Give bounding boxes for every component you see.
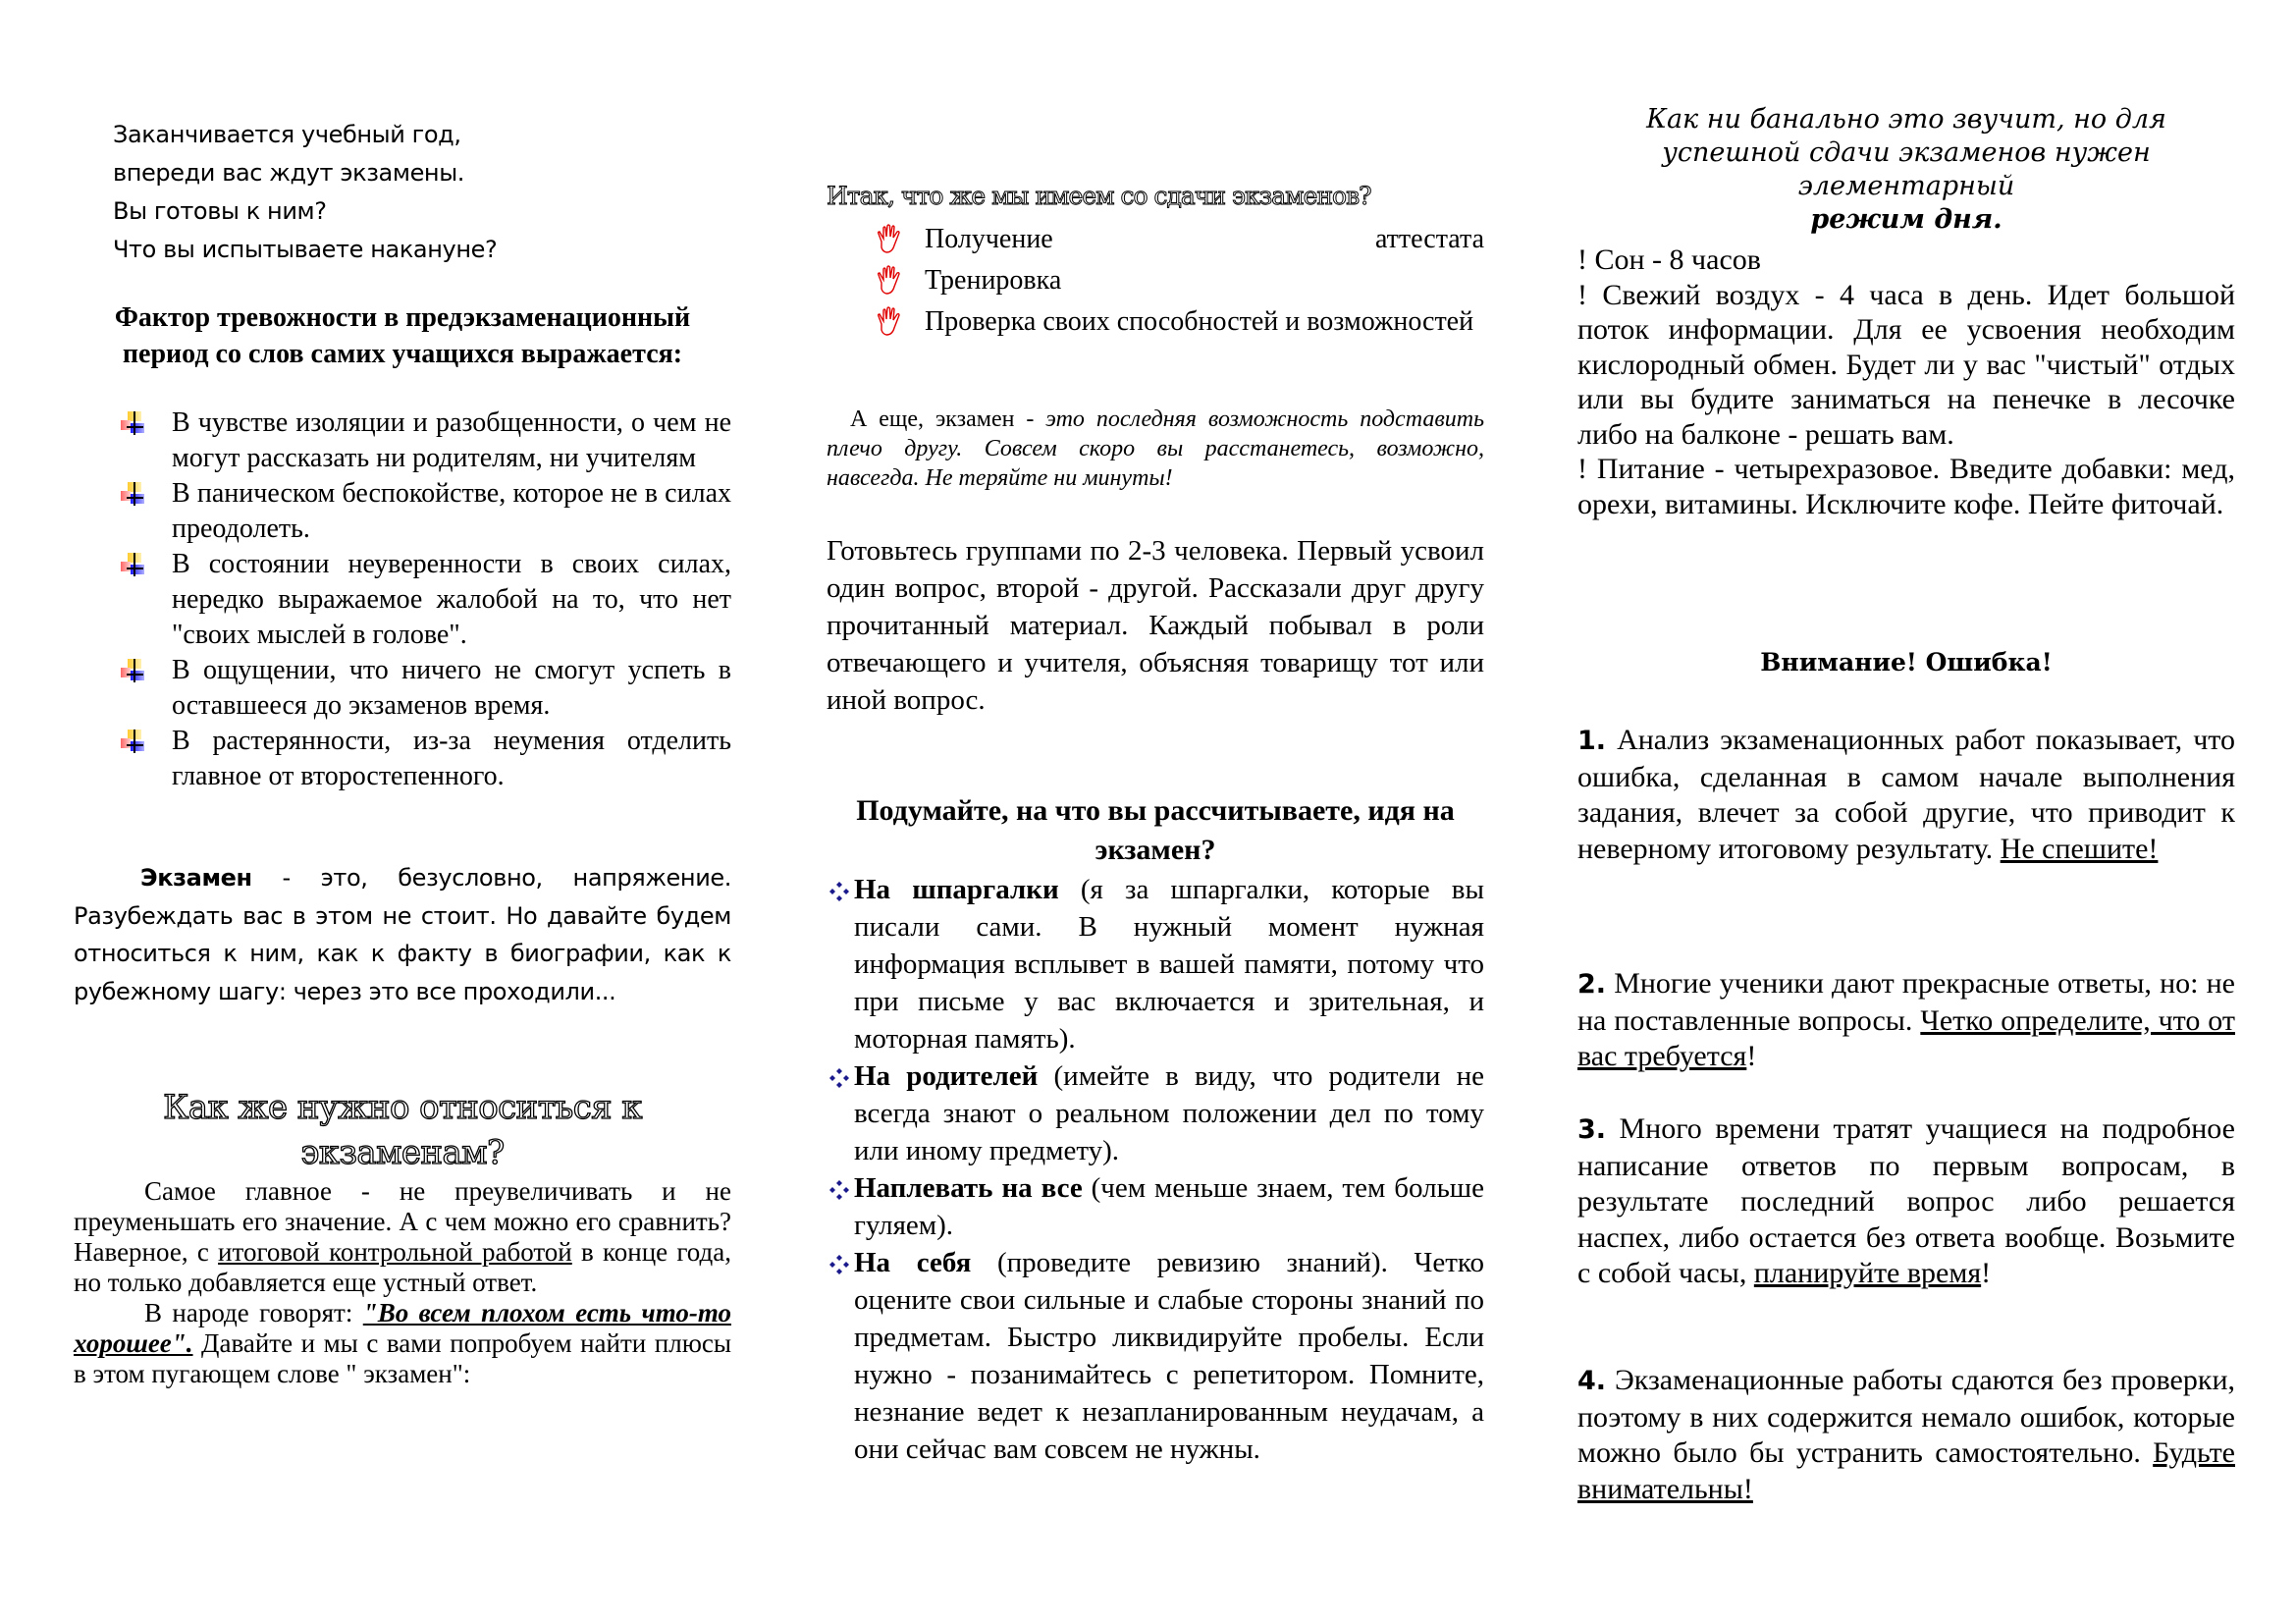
daily-routine-heading — [1577, 103, 2235, 237]
list-item-text: Проверка своих способностей и возможностей — [925, 306, 1474, 337]
list-item-text: В состоянии неуверенности в своих силах, нередко выражаемое жалобой на то, что нет "своих мыслей в голове". — [172, 549, 731, 650]
group-study-paragraph: Готовьтесь группами по 2-3 человека. Первый усвоил один вопрос, второй - другой. Рассказали друг другу прочитанный материал. Каждый побывал в роли отвечающего и учителя, объясняя товарищу тот или иной вопрос. — [827, 535, 1484, 716]
mistake-advice: Будьте внимательны! — [1577, 1436, 2235, 1505]
text: ! — [1746, 1040, 1757, 1072]
list-item-text: В паническом беспокойстве, которое не в силах преодолеть. — [172, 478, 731, 544]
mistake-advice: Четко определите, что от вас требуется — [1577, 1003, 2235, 1072]
item-text: (чем меньше знаем, тем больше гуляем). — [854, 1172, 1485, 1241]
list-item — [121, 547, 731, 653]
heading-line: элементарный — [1797, 171, 2015, 201]
paragraph — [74, 1298, 731, 1389]
item-bold-label: На шпаргалки — [854, 874, 1059, 905]
plus-bullet-icon — [121, 730, 144, 753]
list-item-text: В ощущении, что ничего не смогут успеть в оставшееся до экзаменов время. — [172, 655, 731, 721]
friend-paragraph — [827, 405, 1484, 493]
routine-item: ! Сон - 8 часов — [1577, 244, 1761, 276]
mistake-item — [1577, 723, 2235, 867]
diamond-bullet-icon — [828, 1067, 850, 1089]
routine-item: ! Свежий воздух - 4 часа в день. Идет большой поток информации. Для ее усвоения необходим кислородный обмен. Будет ли у вас "чистый" отдых или вы будите заниматься на пенечке в лесочке либо на балконе - решать вам. — [1577, 278, 2235, 451]
list-item — [876, 304, 1484, 340]
mistake-number: 3. — [1577, 1114, 1607, 1145]
intro-text — [113, 116, 497, 269]
how-to-treat-exams-heading: Как же нужно относиться к экзаменам? — [163, 1088, 642, 1172]
item-bold-label: На себя — [854, 1247, 972, 1278]
list-item-text: В чувстве изоляции и разобщенности, о чем не могут рассказать ни родителям, ни учителям — [172, 407, 731, 473]
exam-bold-word: Экзамен — [140, 864, 252, 892]
benefits-heading: Итак, что же мы имеем со сдачи экзаменов? — [827, 182, 1371, 210]
item-text: (проведите ревизию знаний). Четко оцените свои сильные и слабые стороны знаний по предметам. Быстро ликвидируйте пробелы. Если нужно - позанимайтесь с репетитором. Помните, незнание ведет к незапланированным неудачам, а они сейчас вам совсем не нужны. — [854, 1247, 1485, 1465]
list-item — [121, 653, 731, 724]
intro-line: Что вы испытываете накануне? — [113, 236, 498, 263]
list-item — [121, 724, 731, 794]
list-item — [827, 1057, 1484, 1169]
mistake-item — [1577, 1363, 2235, 1507]
daily-routine-list — [1577, 243, 2235, 521]
text: Давайте и мы с вами попробуем найти плюсы в этом пугающем слове " экзамен": — [74, 1328, 731, 1388]
diamond-bullet-icon — [828, 1179, 850, 1201]
item-bold-label: Наплевать на все — [854, 1172, 1083, 1204]
intro-line: Вы готовы к ним? — [113, 197, 327, 225]
exam-paragraph-text: - это, безусловно, напряжение. Разубеждать вас в этом не стоит. Но давайте будем относиться к ним, как к факту в биографии, как к рубежному шагу: через это все проходили... — [74, 864, 731, 1005]
hand-icon — [876, 224, 905, 255]
list-item — [121, 406, 731, 476]
heading-line: успешной сдачи экзаменов нужен — [1662, 137, 2151, 168]
list-item — [876, 263, 1484, 298]
underlined-phrase: итоговой контрольной работой — [218, 1237, 572, 1267]
mistake-text: Многие ученики дают прекрасные ответы, но: не на поставленные вопросы. — [1577, 967, 2235, 1037]
text: А еще, экзамен - — [850, 406, 1046, 432]
list-item — [827, 1244, 1484, 1468]
item-bold-label: На родителей — [854, 1060, 1039, 1092]
mistake-text: Анализ экзаменационных работ показывает, что ошибка, сделанная в самом начале выполнения задания, влечет за собой другие, что приводит к неверному итоговому результату. — [1577, 724, 2235, 865]
mistake-text: Экзаменационные работы сдаются без проверки, поэтому в них содержится немало ошибок, которые можно было бы устранить самостоятельно. — [1577, 1364, 2235, 1469]
heading-line: Как ни банально это звучит, но для — [1646, 104, 2166, 135]
italic-text: это последняя возможность подставить плечо другу. Совсем скоро вы расстанетесь, возможно, навсегда. Не теряйте ни минуты! — [827, 406, 1484, 491]
list-item — [827, 871, 1484, 1057]
routine-item: ! Питание - четырехразовое. Введите добавки: мед, орехи, витамины. Исключите кофе. Пейте фиточай. — [1577, 453, 2235, 520]
how-to-treat-body — [74, 1176, 731, 1389]
anxiety-factor-list — [121, 406, 731, 794]
text: В народе говорят: — [144, 1298, 363, 1327]
heading-emphasis: режим дня. — [1810, 204, 2002, 235]
plus-bullet-icon — [121, 411, 144, 435]
mistake-advice: Не спешите! — [2000, 832, 2159, 865]
mistake-item — [1577, 1111, 2235, 1292]
warning-heading: Внимание! Ошибка! — [1760, 648, 2053, 677]
anxiety-factor-heading: Фактор тревожности в предэкзаменационный период со слов самих учащихся выражается: — [114, 302, 691, 369]
paragraph — [74, 1176, 731, 1298]
list-item — [876, 222, 1484, 257]
benefits-list — [876, 222, 1484, 346]
intro-line: впереди вас ждут экзамены. — [113, 159, 465, 187]
list-item-text: Тренировка — [925, 265, 1062, 296]
mistake-item — [1577, 966, 2235, 1075]
expectations-heading: Подумайте, на что вы рассчитываете, идя на экзамен? — [856, 794, 1455, 866]
hand-icon — [876, 265, 905, 297]
mistake-text: Много времени тратят учащиеся на подробное написание ответов по первым вопросам, в результате последний вопрос либо решается наспех, либо остается без ответа вообще. Возьмите с собой часы, — [1577, 1112, 2235, 1289]
mistake-advice: планируйте время — [1753, 1257, 1982, 1289]
list-item — [121, 476, 731, 547]
item-text: (я за шпаргалки, которые вы писали сами. В нужный момент нужная информация всплывет в вашей памяти, потому что при письме у вас включается и зрительная, и моторная память). — [854, 874, 1484, 1055]
exam-stress-paragraph — [74, 859, 731, 1010]
diamond-bullet-icon — [828, 881, 850, 902]
mistake-number: 4. — [1577, 1366, 1607, 1396]
item-text: (имейте в виду, что родители не всегда знают о реальном положении дел по тому или иному предмету). — [854, 1060, 1484, 1166]
list-item-text: Получение аттестата — [925, 224, 1484, 254]
diamond-bullet-icon — [828, 1254, 850, 1275]
intro-line: Заканчивается учебный год, — [113, 121, 461, 148]
plus-bullet-icon — [121, 482, 144, 506]
text: в конце года, но только добавляется еще устный ответ. — [74, 1237, 731, 1297]
mistake-number: 2. — [1577, 969, 1607, 1000]
expectations-list — [827, 871, 1484, 1468]
text: ! — [1981, 1257, 1992, 1289]
mistake-number: 1. — [1577, 726, 1607, 756]
list-item-text: В растерянности, из-за неумения отделить главное от второстепенного. — [172, 726, 731, 791]
text: Самое главное - не преувеличивать и не преуменьшать его значение. А с чем можно его сравнить? Наверное, с — [74, 1176, 731, 1267]
list-item — [827, 1169, 1484, 1244]
plus-bullet-icon — [121, 659, 144, 682]
plus-bullet-icon — [121, 553, 144, 576]
proverb-quote: "Во всем плохом есть что-то хорошее". — [74, 1298, 731, 1358]
hand-icon — [876, 306, 905, 338]
